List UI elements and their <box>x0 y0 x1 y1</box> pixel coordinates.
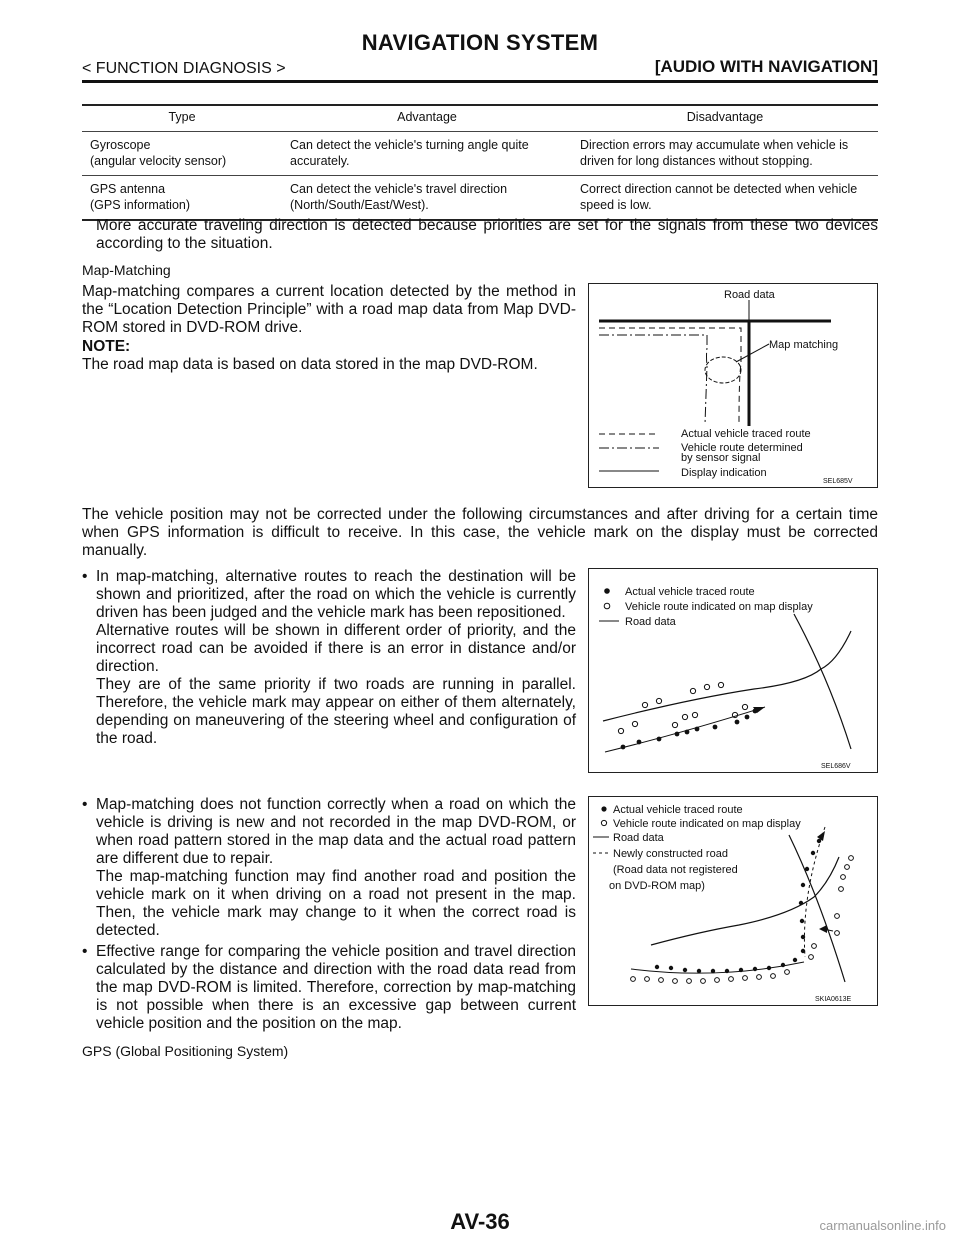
table-row <box>82 132 878 176</box>
table-cell-disadvantage: Direction errors may accumulate when vehicle is driven for long distances without stopping. <box>572 132 878 176</box>
figure-code: SEL685V <box>823 478 853 485</box>
map-matching-heading: Map-Matching <box>82 262 171 278</box>
table-header-advantage: Advantage <box>282 105 572 132</box>
legend-road-data: Road data <box>625 616 676 628</box>
table-header-type: Type <box>82 105 282 132</box>
table-row <box>82 176 878 221</box>
bullet-icon: • <box>82 796 88 813</box>
gps-heading: GPS (Global Positioning System) <box>82 1043 289 1059</box>
legend-actual-route: Actual vehicle traced route <box>625 586 755 598</box>
table-header-disadvantage: Disadvantage <box>572 105 878 132</box>
legend-new-road-3: on DVD-ROM map) <box>609 880 705 892</box>
figure-code: SKIA0613E <box>815 996 852 1003</box>
category-label: [AUDIO WITH NAVIGATION] <box>654 57 878 76</box>
legend-new-road-2: (Road data not registered <box>613 864 738 876</box>
legend-actual-route: Actual vehicle traced route <box>681 428 811 440</box>
figure-alternative-routes <box>588 568 878 773</box>
sensor-comparison-table <box>82 104 878 221</box>
legend-road-data: Road data <box>613 832 664 844</box>
indicated-route-circles <box>618 682 747 733</box>
table-cell-type: GPS antenna (GPS information) <box>82 176 282 221</box>
bullet-icon: • <box>82 943 88 960</box>
section-label: < FUNCTION DIAGNOSIS > <box>82 60 286 77</box>
legend-indicated-route: Vehicle route indicated on map display <box>613 818 801 830</box>
page-number: AV-36 <box>450 1209 510 1234</box>
bullet-list-1 <box>82 568 576 751</box>
intro-paragraph: More accurate traveling direction is detected because priorities are set for the signals from these two devices according to the situation. <box>96 217 878 252</box>
bullet-list-2 <box>82 796 576 1036</box>
legend-sensor-route: Vehicle route determined <box>681 442 803 454</box>
circumstances-paragraph: The vehicle position may not be corrected under the following circumstances and after driving for a certain time when GPS information is difficult to receive. In this case, the vehicle mark on the display must be corrected manually. <box>82 506 878 559</box>
page-title: NAVIGATION SYSTEM <box>361 30 599 55</box>
table-cell-type: Gyroscope (angular velocity sensor) <box>82 132 282 176</box>
label-map-matching: Map matching <box>769 339 839 351</box>
legend-display-indication: Display indication <box>681 467 767 479</box>
sensor-route-line <box>599 335 707 424</box>
list-item: • In map-matching, alternative routes to reach the destination will be shown and prioritized, after the road on which the vehicle is currently driven has been judged and the vehicle mark has been repositioned. Alternative routes will be shown in different order of priority, and the incorrect road can be avoided if there is an error in distance and/or direction. They are of the same priority if two roads are running in parallel. Therefore, the vehicle mark may appear on either of them alternately, depending on maneuvering of the steering wheel and configuration of the road. <box>82 568 576 747</box>
table-cell-disadvantage: Correct direction cannot be detected when vehicle speed is low. <box>572 176 878 221</box>
watermark: carmanualsonline.info <box>819 1218 946 1233</box>
list-item: • Map-matching does not function correctly when a road on which the vehicle is driving is new and not recorded in the map DVD-ROM, or when road pattern stored in the map data and the actual road pattern are different due to repair. The map-matching function may find another road and position the vehicle mark on it when driving on a road not present in the map. Then, the vehicle mark may change to it when the correct road is detected. <box>82 796 576 939</box>
figure-map-matching <box>588 283 878 488</box>
bullet-icon: • <box>82 568 88 585</box>
table-cell-advantage: Can detect the vehicle's turning angle quite accurately. <box>282 132 572 176</box>
table-cell-advantage: Can detect the vehicle's travel direction (North/South/East/West). <box>282 176 572 221</box>
figure-new-road <box>588 796 878 1006</box>
legend-actual-route: Actual vehicle traced route <box>613 804 743 816</box>
figure-code: SEL686V <box>821 763 851 770</box>
label-road-data: Road data <box>724 289 775 301</box>
header-rule <box>82 80 878 83</box>
actual-route-line <box>599 328 741 424</box>
map-matching-body: Map-matching compares a current location detected by the method in the “Location Detection Principle” with a road map data from Map DVD-ROM stored in DVD-ROM drive. <box>82 283 576 336</box>
table-header-row <box>82 105 878 132</box>
list-item: • Effective range for comparing the vehicle position and travel direction calculated by the distance and direction with the road data read from the map DVD-ROM is limited. Therefore, correction by map-matching is not possible when there is an excessive gap between current vehicle position and the position on the map. <box>82 943 576 1032</box>
legend-sensor-route-2: by sensor signal <box>681 452 761 464</box>
legend-indicated-route: Vehicle route indicated on map display <box>625 601 813 613</box>
note-label: NOTE: <box>82 338 131 355</box>
note-text: The road map data is based on data stored in the map DVD-ROM. <box>82 356 538 373</box>
legend-new-road: Newly constructed road <box>613 848 728 860</box>
